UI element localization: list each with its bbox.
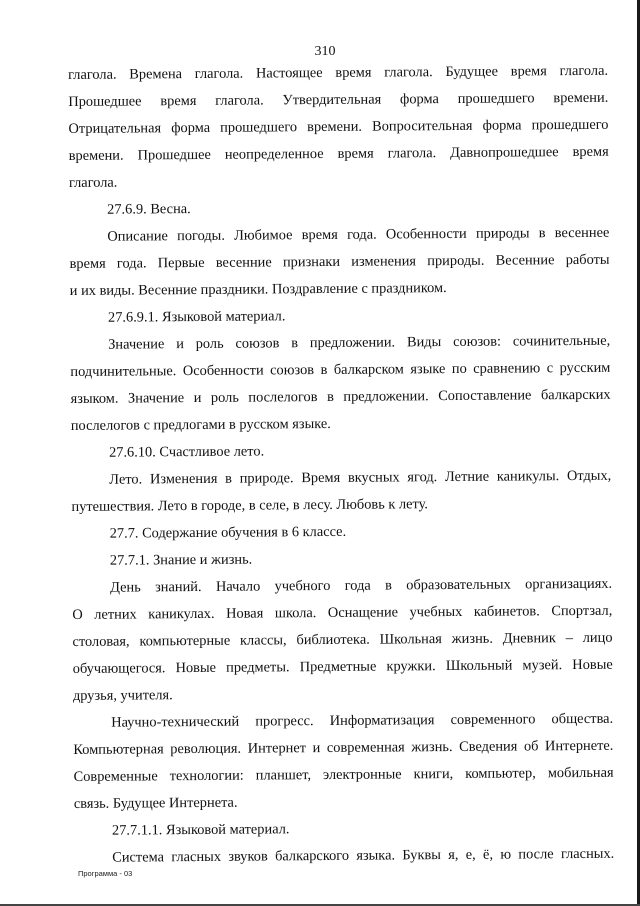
- text-line: друзья, учителя.: [72, 687, 173, 704]
- text-line: День знаний. Начало учебного года в образовательных организациях.: [110, 575, 613, 596]
- text-line: и их виды. Весенние праздники. Поздравление с праздником.: [69, 280, 447, 299]
- text-line: Значение и роль союзов в предложении. Виды союзов: сочинительные,: [108, 332, 611, 353]
- text-line: столовая, компьютерные классы, библиотека. Школьная жизнь. Дневник – лицо: [72, 629, 613, 650]
- footer-label: Программа - 03: [78, 869, 133, 878]
- text-line: путешествия. Лето в городе, в селе, в лесу. Любовь к лету.: [71, 496, 429, 515]
- text-line: О летних каникулах. Новая школа. Оснащение учебных кабинетов. Спортзал,: [72, 602, 613, 623]
- text-line: времени. Прошедшее неопределенное время глагола. Давнопрошедшее время: [68, 143, 609, 164]
- text-line: Система гласных звуков балкарского языка. Буквы я, е, ё, ю после гласных.: [112, 845, 615, 866]
- text-line: глагола. Времена глагола. Настоящее время глагола. Будущее время глагола.: [68, 62, 609, 83]
- section-heading: 27.6.9.1. Языковой материал.: [107, 308, 286, 326]
- text-line: глагола.: [68, 174, 118, 191]
- text-line: Современные технологии: планшет, электронные книги, компьютер, мобильная: [73, 764, 614, 785]
- page-number: 310: [314, 44, 336, 59]
- text-line: послелогов с предлогами в русском языке.: [70, 415, 331, 434]
- body-text: [68, 62, 615, 866]
- text-line: время года. Первые весенние признаки изменения природы. Весенние работы: [69, 251, 610, 272]
- text-line: связь. Будущее Интернета.: [73, 794, 238, 812]
- text-line: Лето. Изменения в природе. Время вкусных ягод. Летние каникулы. Отдых,: [109, 467, 612, 488]
- text-line: обучающегося. Новые предметы. Предметные кружки. Школьный музей. Новые: [72, 656, 613, 677]
- text-line: Отрицательная форма прошедшего времени. Вопросительная форма прошедшего: [68, 116, 609, 137]
- text-line: Прошедшее время глагола. Утвердительная форма прошедшего времени.: [68, 89, 609, 110]
- section-heading: 27.7.1.1. Языковой материал.: [111, 821, 290, 839]
- text-line: Описание погоды. Любимое время года. Особенности природы в весеннее: [107, 224, 610, 245]
- section-heading: 27.7. Содержание обучения в 6 классе.: [109, 523, 347, 542]
- text-line: Научно-технический прогресс. Информатизация современного общества.: [111, 710, 614, 731]
- text-line: подчинительные. Особенности союзов в балкарском языке по сравнению с русским: [70, 359, 611, 380]
- text-line: Компьютерная революция. Интернет и современная жизнь. Сведения об Интернете.: [73, 737, 614, 758]
- section-heading: 27.7.1. Знание и жизнь.: [109, 551, 253, 569]
- section-heading: 27.6.9. Весна.: [107, 201, 191, 218]
- section-heading: 27.6.10. Счастливое лето.: [108, 443, 265, 461]
- text-line: языком. Значение и роль послелогов в предложении. Сопоставление балкарских: [70, 386, 611, 407]
